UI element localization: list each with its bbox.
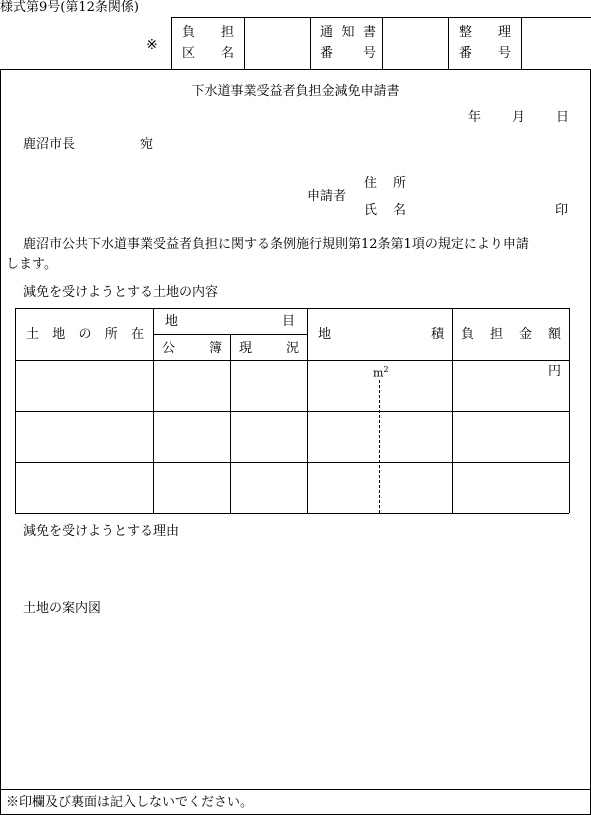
address-field[interactable] bbox=[412, 172, 562, 194]
burden-district-field[interactable] bbox=[245, 18, 309, 68]
applicant-label: 申請者 bbox=[307, 189, 347, 204]
amount-cell[interactable] bbox=[453, 463, 568, 512]
notice-number-field[interactable] bbox=[383, 18, 447, 68]
reference-number-field[interactable] bbox=[522, 18, 590, 68]
area-cell[interactable] bbox=[308, 463, 451, 512]
current-status-header: 現 況 bbox=[239, 341, 299, 356]
area-unit: $m^2$ bbox=[373, 365, 389, 380]
reference-number-label-line2: 番 号 bbox=[459, 46, 511, 61]
registry-header: 公 簿 bbox=[162, 341, 222, 356]
date-day-label: 日 bbox=[556, 110, 570, 125]
addressee-suffix: 宛 bbox=[140, 137, 154, 152]
current-status-cell[interactable] bbox=[231, 361, 306, 410]
addressee-name: 鹿沼市長 bbox=[23, 137, 76, 152]
current-status-cell[interactable] bbox=[231, 412, 306, 461]
notice-number-label-line1: 通 知 書 bbox=[320, 25, 376, 40]
map-area[interactable] bbox=[23, 622, 569, 782]
burden-district-label-line1: 負 担 bbox=[182, 25, 234, 40]
footer-note: ※印欄及び裏面は記入しないでください。 bbox=[6, 795, 254, 810]
name-label: 氏 名 bbox=[364, 203, 406, 218]
area-cell[interactable] bbox=[308, 382, 451, 410]
date-month-label: 月 bbox=[512, 110, 526, 125]
map-label: 土地の案内図 bbox=[23, 601, 102, 616]
location-cell[interactable] bbox=[16, 361, 152, 410]
date-year-label: 年 bbox=[468, 110, 482, 125]
reason-label: 減免を受けようとする理由 bbox=[23, 524, 180, 539]
burden-amount-header: 負 担 金 額 bbox=[461, 327, 561, 342]
amount-cell[interactable] bbox=[453, 382, 568, 410]
amount-unit: 円 bbox=[548, 364, 562, 379]
body-text-line1: 鹿沼市公共下水道事業受益者負担に関する条例施行規則第12条第1項の規定により申請 bbox=[23, 237, 529, 252]
seal-mark: 印 bbox=[555, 203, 569, 218]
amount-cell[interactable] bbox=[453, 412, 568, 461]
current-status-cell[interactable] bbox=[231, 463, 306, 512]
notice-number-label-line2: 番 号 bbox=[320, 46, 376, 61]
document-title: 下水道事業受益者負担金減免申請書 bbox=[191, 84, 400, 99]
reserved-mark: ※ bbox=[146, 37, 158, 53]
name-field[interactable] bbox=[412, 199, 542, 221]
reason-field[interactable] bbox=[23, 545, 569, 590]
reference-number-label-line1: 整 理 bbox=[459, 25, 511, 40]
body-text-line2: します。 bbox=[6, 257, 57, 272]
burden-district-label-line2: 区 名 bbox=[182, 46, 234, 61]
registry-cell[interactable] bbox=[154, 412, 229, 461]
registry-cell[interactable] bbox=[154, 361, 229, 410]
land-section-label: 減免を受けようとする土地の内容 bbox=[23, 285, 219, 300]
land-category-header: 地 目 bbox=[165, 314, 295, 329]
registry-cell[interactable] bbox=[154, 463, 229, 512]
location-header: 土 地 の 所 在 bbox=[26, 327, 144, 342]
area-cell[interactable] bbox=[308, 412, 451, 461]
address-label: 住 所 bbox=[364, 176, 406, 191]
location-cell[interactable] bbox=[16, 412, 152, 461]
form-number: 様式第9号(第12条関係) bbox=[0, 0, 139, 15]
area-header: 地 積 bbox=[318, 327, 444, 342]
location-cell[interactable] bbox=[16, 463, 152, 512]
